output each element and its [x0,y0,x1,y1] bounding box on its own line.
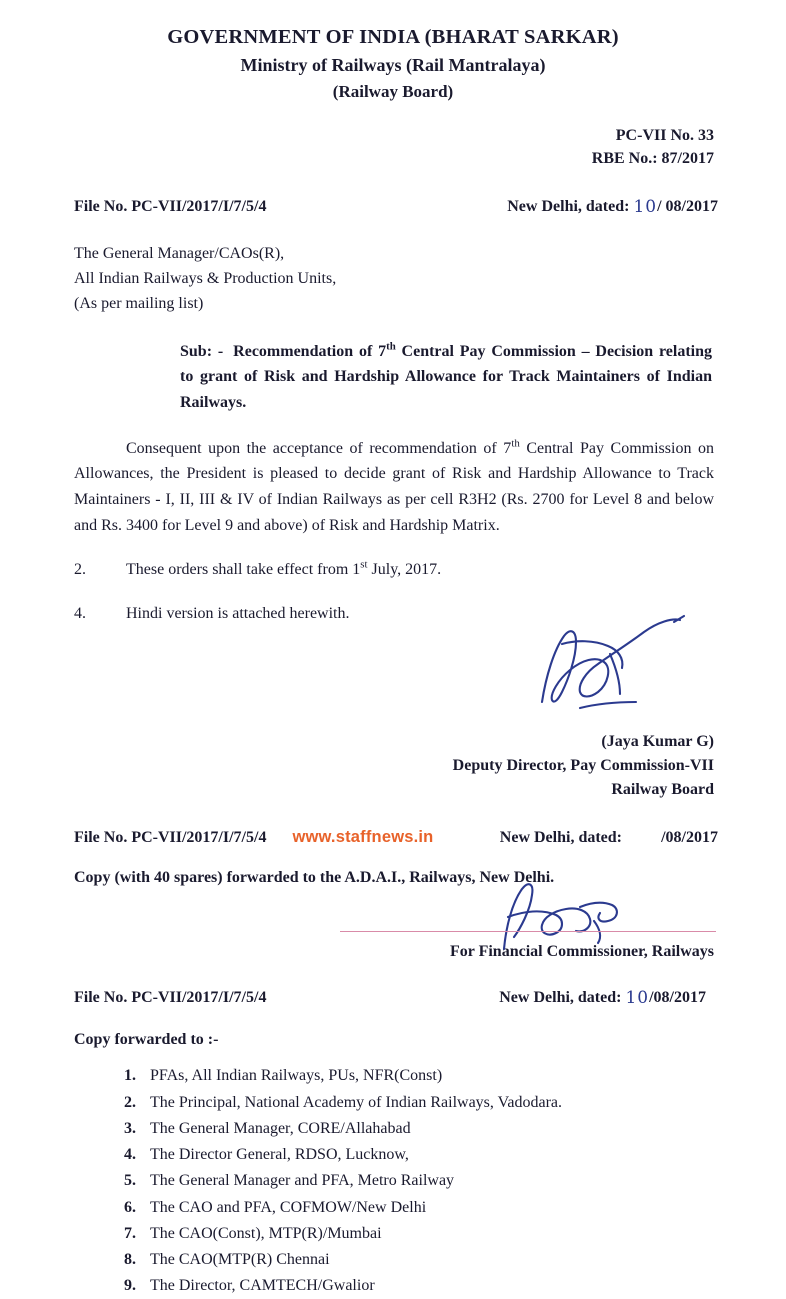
file-number-1: File No. PC-VII/2017/I/7/5/4 [74,198,267,216]
paragraph-3-text: Hindi version is attached herewith. [126,604,350,622]
signature-icon [524,614,694,724]
paragraph-1-part-2: Central Pay Commission on Allowances, the President is pleased to decide grant of Risk and Hardship Allowance to Track Maintainers - I, II, III & IV of Indian Railways as per cell R3H2 (Rs. 2700 for Level 8 and below and Rs. 3400 for Level 9 and above) of Risk and Hardship Matrix. [74,439,715,535]
printed-date-3: /08/2017 [649,989,706,1007]
paragraph-2-text [126,557,441,583]
reference-block [40,124,746,170]
list-item: 5. The General Manager and PFA, Metro Railway [140,1168,746,1193]
date-line-1 [507,196,718,216]
subject-block [40,339,746,416]
file-number-row-3 [40,987,746,1007]
addressee-line-3: (As per mailing list) [74,294,204,312]
copy-forwarded-list [40,1063,746,1298]
date-line-2 [500,829,718,847]
list-item: 8. The CAO(MTP(R) Chennai [140,1247,746,1272]
signatory-designation: Deputy Director, Pay Commission-VII [452,757,714,775]
handwritten-date-1: 10 [633,197,658,218]
paragraph-2-part-1: These orders shall take effect from 1 [126,561,361,579]
file-number-row-1 [40,196,746,216]
paragraph-2-part-2: July, 2017. [367,561,442,579]
copy-spares-line: Copy (with 40 spares) forwarded to the A.D.A.I., Railways, New Delhi. [74,869,555,887]
signature-icon-2 [484,877,634,957]
paragraph-2-superscript: st [360,558,368,571]
addressee-block [40,242,746,316]
list-item: 2. The Principal, National Academy of Indian Railways, Vadodara. [140,1090,746,1115]
signatory-name: (Jaya Kumar G) [601,733,714,751]
horizontal-rule [340,931,716,932]
signature-area-2 [40,889,746,949]
paragraph-2 [40,557,746,583]
file-number-row-2 [40,828,746,847]
paragraph-3-number: 4. [74,604,86,622]
signatory-block [40,730,746,802]
file-number-2: File No. PC-VII/2017/I/7/5/4 [74,829,267,847]
copy-forwarded-heading: Copy forwarded to :- [74,1031,219,1049]
file-number-3: File No. PC-VII/2017/I/7/5/4 [74,989,267,1007]
subject-text-part-1: Recommendation of 7 [233,342,387,360]
handwritten-date-3: 10 [625,988,650,1009]
list-item: 1. PFAs, All Indian Railways, PUs, NFR(Const) [140,1063,746,1088]
list-item: 4. The Director General, RDSO, Lucknow, [140,1142,746,1167]
signatory-office: Railway Board [611,781,714,799]
printed-date-1: / 08/2017 [657,198,718,216]
rbe-number: RBE No.: 87/2017 [591,150,714,168]
paragraph-3 [40,601,746,627]
org-title-line-2: Ministry of Railways (Rail Mantralaya) [240,55,546,75]
list-item: 3. The General Manager, CORE/Allahabad [140,1116,746,1141]
signature-area-1 [40,632,746,728]
place-label-3: New Delhi, dated: [499,989,622,1007]
org-title-line-1: GOVERNMENT OF INDIA (BHARAT SARKAR) [167,26,619,48]
financial-commissioner-line: For Financial Commissioner, Railways [449,943,714,961]
place-label-1: New Delhi, dated: [507,198,630,216]
pc-number: PC-VII No. 33 [615,127,714,144]
printed-date-2: /08/2017 [661,829,718,847]
list-item: 7. The CAO(Const), MTP(R)/Mumbai [140,1221,746,1246]
subject-label: Sub: - [180,342,224,360]
paragraph-2-number: 2. [74,561,86,579]
org-title-line-3: (Railway Board) [332,82,454,101]
paragraph-1-superscript: th [511,437,520,450]
date-line-3 [499,987,706,1007]
addressee-line-2: All Indian Railways & Production Units, [74,270,337,288]
site-watermark: www.staffnews.in [292,828,434,847]
subject-text-part-2: Central Pay Commission – Decision relating to grant of Risk and Hardship Allowance for Track Maintainers of Indian Railways. [180,342,713,411]
list-item: 6. The CAO and PFA, COFMOW/New Delhi [140,1195,746,1220]
paragraph-1-part-1: Consequent upon the acceptance of recommendation of 7 [126,439,512,457]
subject-superscript: th [386,340,396,353]
addressee-line-1: The General Manager/CAOs(R), [74,245,285,263]
place-label-2: New Delhi, dated: [499,829,622,847]
paragraph-1 [40,436,746,540]
list-item: 9. The Director, CAMTECH/Gwalior [140,1273,746,1298]
